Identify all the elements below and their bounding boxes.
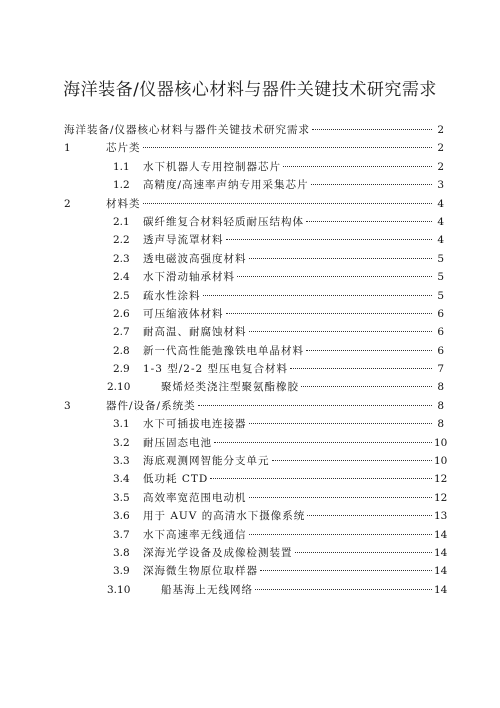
toc-entry-title: 高精度/高速率声纳专用采集芯片 [143,179,309,192]
toc-entry-page: 10 [434,455,448,468]
toc-entry-page: 14 [434,528,448,541]
toc-dot-leader [290,368,432,369]
toc-entry-page: 12 [434,473,448,486]
toc-dot-leader [249,534,433,535]
toc-entry-page: 12 [434,491,448,504]
toc-entry-page: 6 [437,344,444,357]
toc-entry-title: 材料类 [106,197,141,210]
toc-entry[interactable] [0,343,500,361]
toc-entry-number: 3.1 [113,418,130,431]
toc-entry-title: 海洋装备/仪器核心材料与器件关键技术研究需求 [64,124,311,136]
toc-entry-title: 耐压固态电池 [143,436,212,449]
toc-entry-number: 3.9 [113,565,130,578]
toc-entry[interactable] [0,508,500,526]
toc-entry-number: 1.1 [113,160,130,173]
toc-dot-leader [311,184,432,185]
toc-entry-number: 3 [64,399,71,412]
toc-dot-leader [306,350,432,351]
toc-entry-title: 深海光学设备及成像检测装置 [143,546,293,559]
toc-entry-page: 2 [437,160,444,173]
toc-entry-title: 耐高温、耐腐蚀材料 [143,326,247,339]
toc-entry[interactable] [0,324,500,342]
toc-dot-leader [283,166,432,167]
toc-entry-number: 2.2 [113,234,130,247]
toc-entry-title: 1-3 型/2-2 型压电复合材料 [143,363,289,376]
toc-entry-number: 3.6 [113,510,130,523]
toc-entry-number: 2.9 [113,363,130,376]
toc-entry-title: 用于 AUV 的高清水下摄像系统 [143,510,306,523]
toc-entry[interactable] [0,435,500,453]
toc-entry-number: 1 [64,142,71,155]
toc-entry-page: 8 [437,418,444,431]
toc-entry-title: 碳纤维复合材料轻质耐压结构体 [143,215,304,228]
toc-entry-number: 3.2 [113,436,130,449]
toc-entry[interactable] [0,490,500,508]
toc-dot-leader [143,147,433,148]
toc-entry-title: 低功耗 CTD [143,473,209,486]
toc-entry[interactable] [0,140,500,158]
toc-entry-title: 水下机器人专用控制器芯片 [143,160,281,173]
toc-entry[interactable] [0,306,500,324]
toc-entry[interactable] [0,288,500,306]
toc-dot-leader [260,570,432,571]
toc-entry-title: 水下滑动轴承材料 [143,271,235,284]
toc-entry[interactable] [0,545,500,563]
toc-dot-leader [249,497,433,498]
toc-entry-page: 5 [437,289,444,302]
toc-entry[interactable] [0,122,500,140]
toc-entry[interactable] [0,196,500,214]
toc-entry-title: 疏水性涂料 [143,289,201,302]
toc-entry-number: 2.6 [113,307,130,320]
toc-entry-title: 海底观测网智能分支单元 [143,455,270,468]
toc-dot-leader [198,405,432,406]
toc-entry[interactable] [0,582,500,600]
toc-entry-title: 船基海上无线网络 [161,583,253,596]
toc-entry-page: 14 [434,565,448,578]
toc-dot-leader [210,478,432,479]
toc-dot-leader [226,239,433,240]
toc-entry-title: 深海微生物原位取样器 [143,565,258,578]
toc-entry-number: 3.5 [113,491,130,504]
toc-entry-title: 新一代高性能弛豫铁电单晶材料 [143,344,304,357]
toc-dot-leader [237,276,432,277]
toc-entry-page: 10 [434,436,448,449]
toc-dot-leader [249,423,433,424]
toc-entry-page: 4 [437,197,444,210]
toc-entry-number: 3.7 [113,528,130,541]
toc-entry-number: 2.7 [113,326,130,339]
toc-entry-title: 高效率宽范围电动机 [143,491,247,504]
document-title: 海洋装备/仪器核心材料与器件关键技术研究需求 [63,80,437,100]
toc-entry[interactable] [0,398,500,416]
toc-entry[interactable] [0,177,500,195]
toc-entry[interactable] [0,563,500,581]
toc-dot-leader [306,221,432,222]
toc-dot-leader [272,460,433,461]
table-of-contents [0,122,500,600]
toc-entry-number: 2.10 [107,381,131,394]
toc-entry[interactable] [0,214,500,232]
toc-dot-leader [301,386,432,387]
toc-entry-page: 13 [434,510,448,523]
toc-entry-page: 7 [437,363,444,376]
toc-entry[interactable] [0,232,500,250]
toc-dot-leader [203,295,433,296]
toc-entry-page: 4 [437,234,444,247]
toc-entry-page: 8 [437,381,444,394]
toc-entry-number: 2.5 [113,289,130,302]
toc-entry-number: 2.4 [113,271,130,284]
toc-entry-number: 2.3 [113,252,130,265]
toc-entry-number: 3.8 [113,546,130,559]
toc-entry-page: 8 [437,399,444,412]
toc-entry-title: 水下高速率无线通信 [143,528,247,541]
toc-entry[interactable] [0,269,500,287]
toc-dot-leader [143,203,433,204]
toc-entry-page: 14 [434,583,448,596]
toc-dot-leader [249,331,433,332]
toc-dot-leader [249,258,433,259]
toc-entry-page: 6 [437,307,444,320]
toc-entry[interactable] [0,159,500,177]
toc-entry-page: 3 [437,179,444,192]
toc-entry-number: 3.4 [113,473,130,486]
toc-entry-title: 水下可插拔电连接器 [143,418,247,431]
toc-dot-leader [255,589,432,590]
toc-entry-title: 芯片类 [106,142,141,155]
toc-dot-leader [295,552,433,553]
toc-dot-leader [214,442,432,443]
toc-dot-leader [307,515,432,516]
toc-entry-title: 可压缩液体材料 [143,307,224,320]
toc-entry-page: 2 [437,142,444,155]
toc-entry-number: 1.2 [113,179,130,192]
toc-entry-page: 6 [437,326,444,339]
toc-entry[interactable] [0,471,500,489]
toc-entry[interactable] [0,527,500,545]
toc-entry-page: 5 [437,252,444,265]
toc-entry[interactable] [0,379,500,397]
toc-entry[interactable] [0,361,500,379]
toc-entry-title: 透声导流罩材料 [143,234,224,247]
toc-entry[interactable] [0,416,500,434]
toc-entry[interactable] [0,251,500,269]
toc-entry-title: 聚烯烃类浇注型聚氨酯橡胶 [161,381,299,394]
toc-entry-number: 3.3 [113,455,130,468]
toc-entry-page: 4 [437,215,444,228]
toc-entry-number: 3.10 [107,583,131,596]
toc-entry-number: 2.8 [113,344,130,357]
toc-entry[interactable] [0,453,500,471]
toc-entry-page: 14 [434,546,448,559]
toc-entry-number: 2 [64,197,71,210]
toc-dot-leader [226,313,433,314]
toc-entry-title: 器件/设备/系统类 [106,399,196,412]
toc-dot-leader [312,129,432,130]
toc-entry-page: 5 [437,271,444,284]
toc-entry-page: 2 [437,124,444,136]
toc-entry-number: 2.1 [113,215,130,228]
toc-entry-title: 透电磁波高强度材料 [143,252,247,265]
